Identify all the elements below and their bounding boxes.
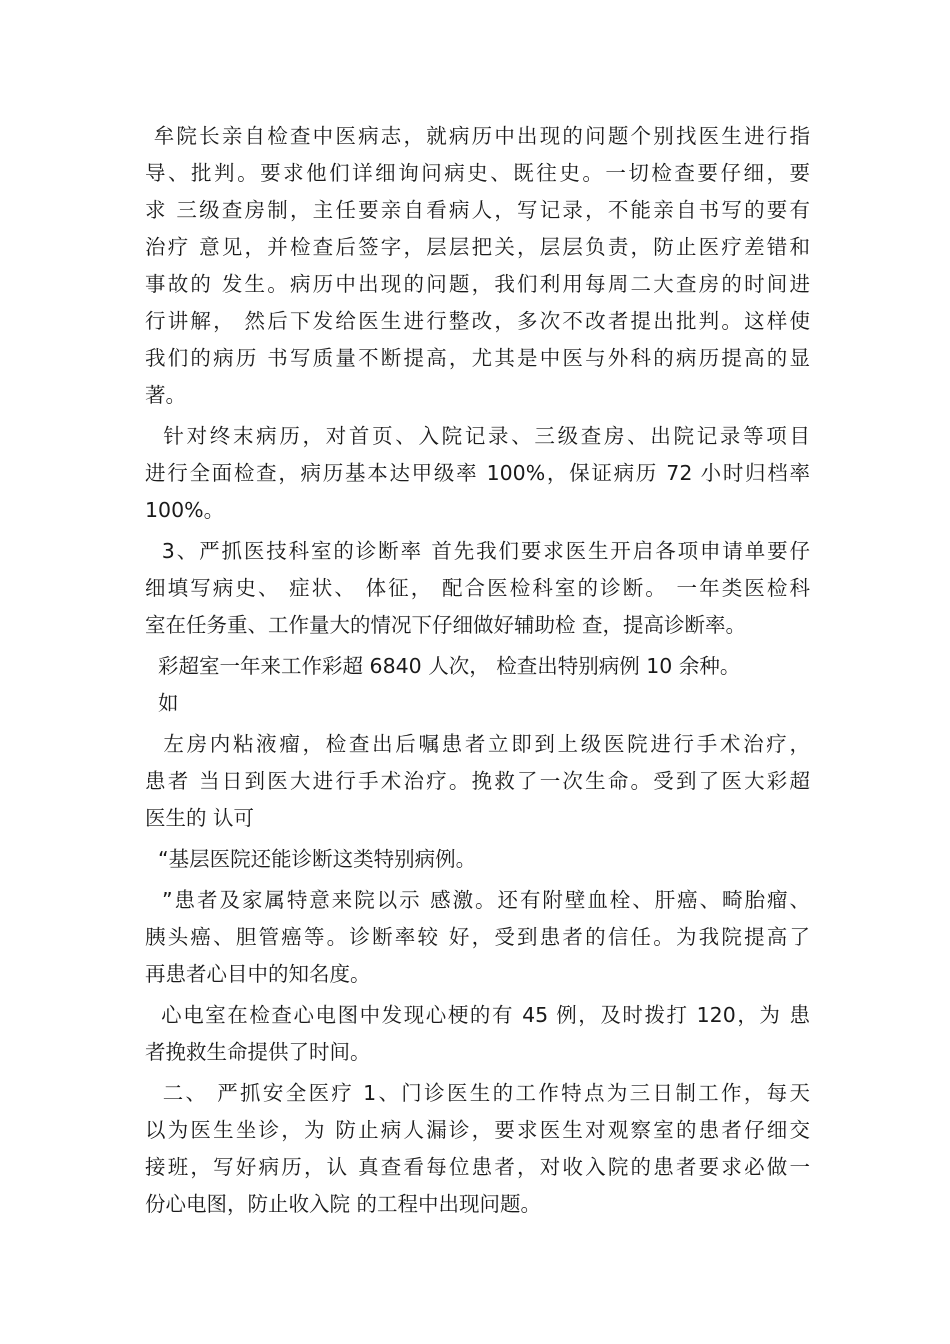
text-line: 患者 当日到医大进行手术治疗。挽救了一次生命。受到了医大彩超 xyxy=(145,769,810,793)
text-line: ”患者及家属特意来院以示 感激。还有附壁血栓、肝癌、畸胎瘤、 xyxy=(145,888,810,912)
text-line: 以为医生坐诊，为 防止病人漏诊，要求医生对观察室的患者仔细交 xyxy=(145,1118,810,1142)
text-line: 著。 xyxy=(145,383,186,407)
text-line: 3、严抓医技科室的诊断率 首先我们要求医生开启各项申请单要仔 xyxy=(145,539,810,563)
text-line: 室在任务重、工作量大的情况下仔细做好辅助检 查，提高诊断率。 xyxy=(145,613,747,637)
text-line: “基层医院还能诊断这类特别病例。 xyxy=(145,847,477,871)
text-line: 事故的 发生。病历中出现的问题，我们利用每周二大查房的时间进 xyxy=(145,272,810,296)
text-line: 再患者心目中的知名度。 xyxy=(145,962,371,986)
text-line: 治疗 意见，并检查后签字，层层把关，层层负责，防止医疗差错和 xyxy=(145,235,810,259)
text-line: 接班，写好病历，认 真查看每位患者，对收入院的患者要求必做一 xyxy=(145,1155,810,1179)
text-line: 份心电图，防止收入院 的工程中出现问题。 xyxy=(145,1192,542,1216)
text-line: 求 三级查房制，主任要亲自看病人，写记录，不能亲自书写的要有 xyxy=(145,198,810,222)
text-line: 导、批判。要求他们详细询问病史、既往史。一切检查要仔细，要 xyxy=(145,161,810,185)
body-text xyxy=(145,118,810,1223)
text-line: 我们的病历 书写质量不断提高，尤其是中医与外科的病历提高的显 xyxy=(145,346,810,370)
text-line: 细填写病史、 症状、 体征， 配合医检科室的诊断。 一年类医检科 xyxy=(145,576,810,600)
text-line: 100%。 xyxy=(145,498,225,522)
text-line: 二、 严抓安全医疗 1、门诊医生的工作特点为三日制工作，每天 xyxy=(145,1081,810,1105)
text-line: 如 xyxy=(145,691,179,715)
text-line: 行讲解， 然后下发给医生进行整改，多次不改者提出批判。这样使 xyxy=(145,309,810,333)
text-line: 进行全面检查，病历基本达甲级率 100%，保证病历 72 小时归档率 xyxy=(145,461,810,485)
text-line: 左房内粘液瘤，检查出后嘱患者立即到上级医院进行手术治疗， xyxy=(145,732,810,756)
text-line: 牟院长亲自检查中医病志，就病历中出现的问题个别找医生进行指 xyxy=(145,124,810,148)
text-line: 针对终末病历，对首页、入院记录、三级查房、出院记录等项目 xyxy=(145,424,810,448)
text-line: 心电室在检查心电图中发现心梗的有 45 例，及时拨打 120，为 患 xyxy=(145,1003,810,1027)
text-line: 胰头癌、胆管癌等。诊断率较 好，受到患者的信任。为我院提高了 xyxy=(145,925,810,949)
text-line: 医生的 认可 xyxy=(145,806,255,830)
text-line: 者挽救生命提供了时间。 xyxy=(145,1040,371,1064)
text-line: 彩超室一年来工作彩超 6840 人次， 检查出特别病例 10 余种。 xyxy=(145,654,741,678)
